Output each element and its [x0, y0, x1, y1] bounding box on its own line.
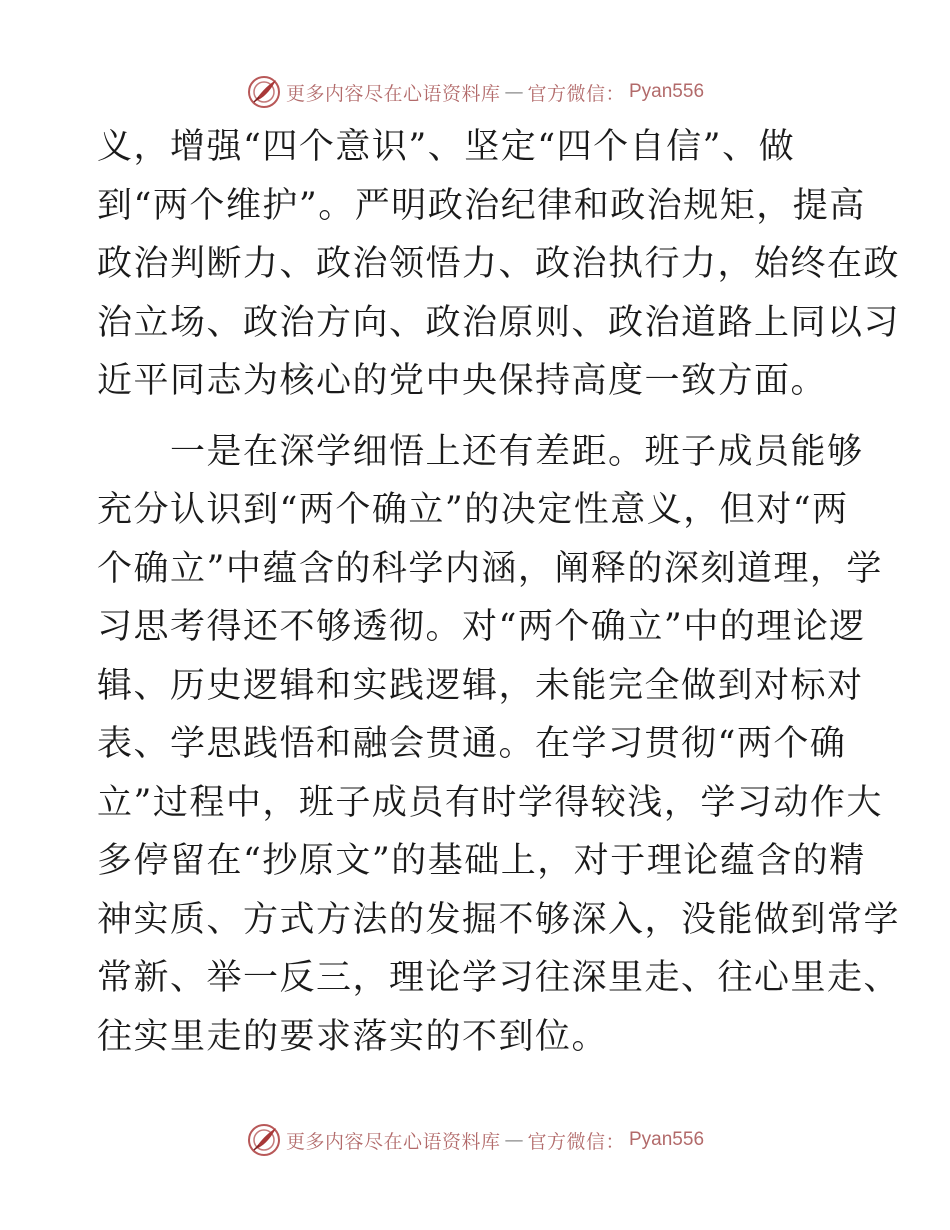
watermark-title: 更多内容尽在心语资料库: [285, 82, 501, 105]
text-line: 到“两个维护”。严明政治纪律和政治规矩，提高: [97, 185, 866, 226]
quill-logo-icon: [246, 1122, 282, 1158]
watermark-title: 更多内容尽在心语资料库: [285, 1130, 501, 1153]
watermark-wechat-id: Pyan556: [629, 81, 705, 102]
text-line: 义，增强“四个意识”、坚定“四个自信”、做: [97, 127, 796, 167]
text-line: 个确立”中蕴含的科学内涵，阐释的深刻道理，学: [97, 548, 883, 589]
quill-logo-icon: [246, 74, 282, 110]
text-line: 常新、举一反三，理论学习往深里走、往心里走、: [97, 958, 901, 998]
text-line: 辑、历史逻辑和实践逻辑，未能完全做到对标对: [97, 665, 864, 706]
document-body: [97, 118, 901, 1066]
watermark-header: [0, 72, 950, 112]
paragraph-spacer: [97, 411, 857, 423]
text-line: 往实里走的要求落实的不到位。: [97, 1016, 609, 1057]
text-line: 治立场、政治方向、政治原则、政治道路上同以习: [97, 302, 901, 343]
text-line: 一是在深学细悟上还有差距。班子成员能够: [97, 431, 864, 472]
text-line: 政治判断力、政治领悟力、政治执行力，始终在政: [97, 244, 901, 284]
text-line: 近平同志为核心的党中央保持高度一致方面。: [97, 361, 828, 401]
watermark-separator: —: [504, 1129, 524, 1151]
text-line: 习思考得还不够透彻。对“两个确立”中的理论逻: [97, 607, 866, 647]
watermark-separator: —: [504, 81, 524, 103]
paragraph-1: [97, 118, 901, 411]
watermark-wechat-label: 官方微信：: [527, 82, 625, 105]
watermark-wechat-id: Pyan556: [629, 1129, 705, 1150]
watermark-footer: [0, 1120, 950, 1160]
paragraph-2: [97, 423, 901, 1067]
text-line: 立”过程中，班子成员有时学得较浅，学习动作大: [97, 782, 883, 823]
text-line: 表、学思践悟和融会贯通。在学习贯彻“两个确: [97, 724, 847, 764]
text-line: 神实质、方式方法的发掘不够深入，没能做到常学: [97, 899, 901, 940]
text-line: 多停留在“抄原文”的基础上，对于理论蕴含的精: [97, 841, 866, 881]
text-line: 充分认识到“两个确立”的决定性意义，但对“两: [97, 490, 849, 530]
watermark-wechat-label: 官方微信：: [527, 1130, 625, 1153]
